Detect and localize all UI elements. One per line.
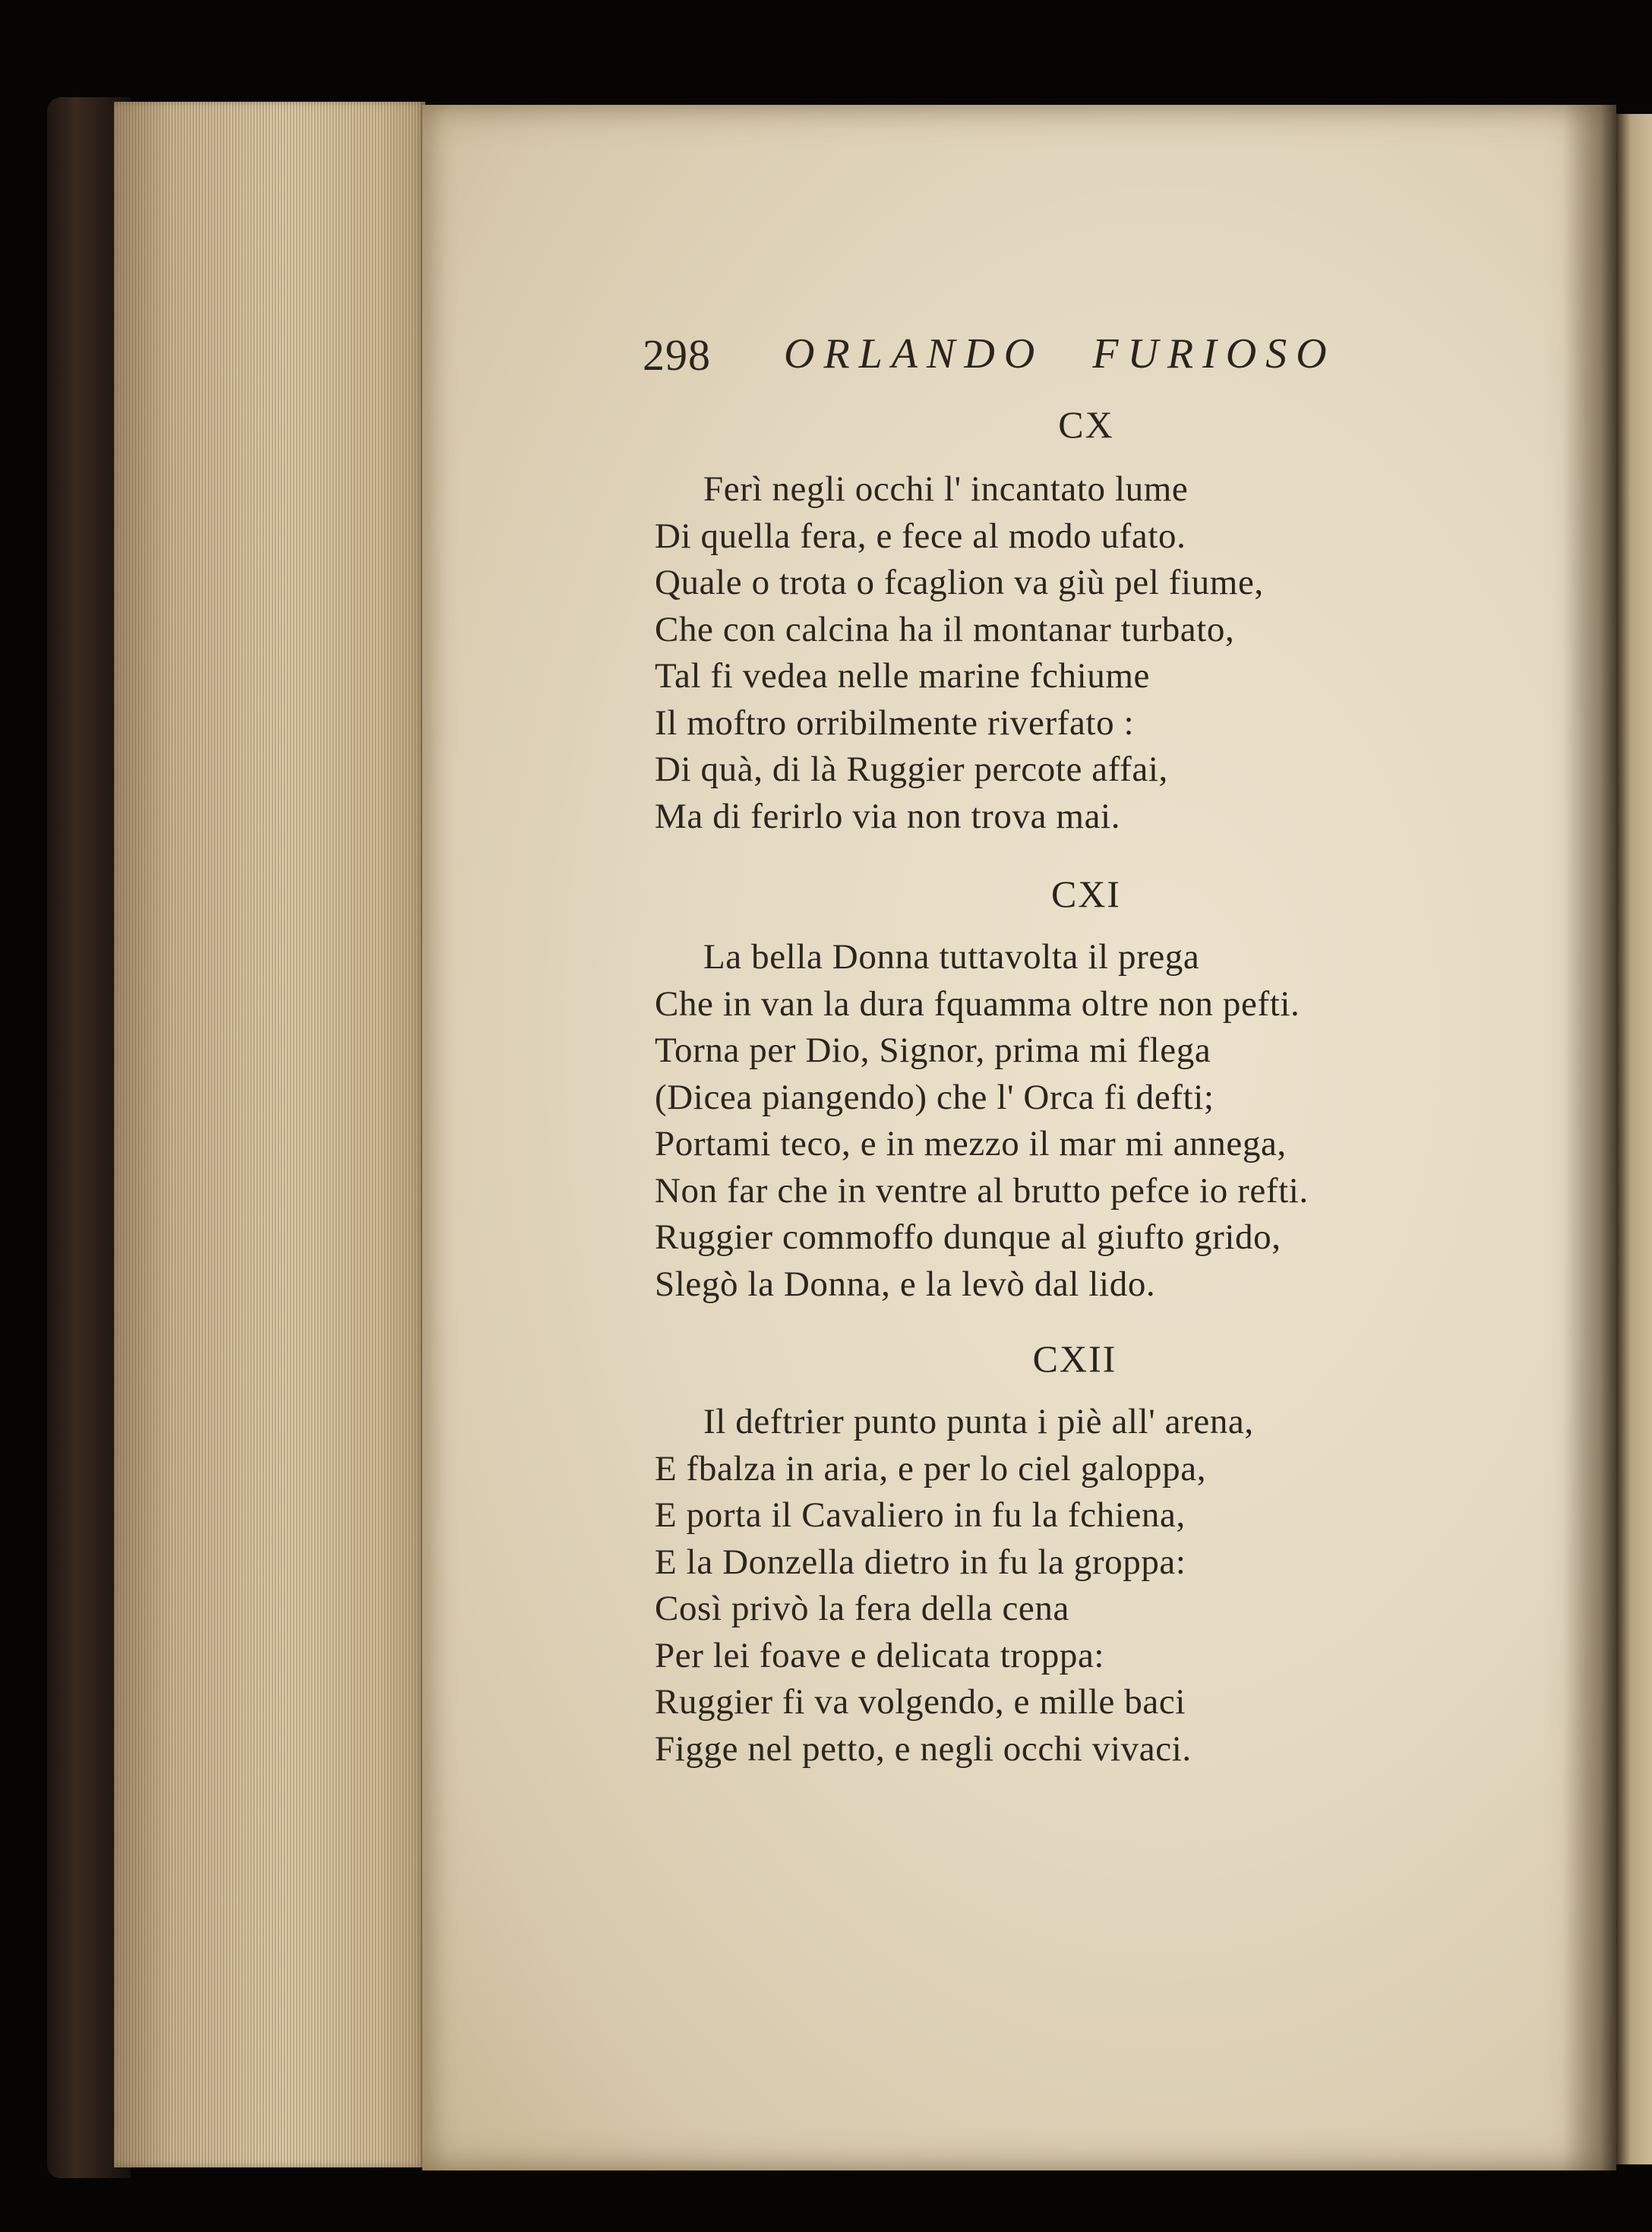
- verse-line: Ruggier fi va volgendo, e mille baci: [655, 1682, 1186, 1722]
- running-title: ORLANDO FURIOSO: [784, 330, 1336, 377]
- verse-line: La bella Donna tuttavolta il prega: [703, 937, 1200, 977]
- verse-line: Che con calcina ha il montanar turbato,: [655, 609, 1235, 649]
- verse-line: Figge nel petto, e negli occhi vivaci.: [655, 1728, 1192, 1769]
- verse-line: (Dicea piangendo) che l' Orca fi defti;: [655, 1077, 1215, 1117]
- page-edges: [114, 102, 425, 2167]
- stanza-number: CXII: [1032, 1337, 1117, 1380]
- verse-line: Portami teco, e in mezzo il mar mi annega,: [655, 1124, 1287, 1163]
- gutter-shadow: [1563, 105, 1616, 2170]
- verse-line: Ruggier commoffo dunque al giufto grido,: [655, 1217, 1281, 1257]
- running-head: [643, 330, 1432, 390]
- verse-line: Ma di ferirlo via non trova mai.: [655, 796, 1121, 836]
- page-number: 298: [643, 330, 711, 380]
- verse-line: Non far che in ventre al brutto pefce io refti.: [655, 1170, 1309, 1211]
- verse-line: Ferì negli occhi l' incantato lume: [703, 469, 1189, 509]
- verse-line: Di quella fera, e fece al modo ufato.: [655, 516, 1186, 556]
- verse-line: E porta il Cavaliero in fu la fchiena,: [655, 1495, 1186, 1535]
- verse-line: Tal fi vedea nelle marine fchiume: [655, 656, 1151, 696]
- verse-line: E fbalza in aria, e per lo ciel galoppa,: [655, 1448, 1207, 1489]
- verse-line: Il moftro orribilmente riverfato :: [655, 702, 1135, 743]
- verse-line: Che in van la dura fquamma oltre non pefti.: [655, 983, 1300, 1024]
- stanza-number: CXI: [1050, 873, 1122, 915]
- verse-line: Così privò la fera della cena: [655, 1589, 1069, 1628]
- verse-line: Quale o trota o fcaglion va giù pel fiume,: [655, 563, 1264, 602]
- verse-line: Per lei foave e delicata troppa:: [655, 1635, 1105, 1675]
- verse-line: Slegò la Donna, e la levò dal lido.: [655, 1264, 1156, 1304]
- verse-line: Il deftrier punto punta i piè all' arena,: [703, 1402, 1254, 1441]
- stanza-number: CX: [1058, 403, 1114, 446]
- facing-page-edge: [1616, 114, 1652, 2164]
- stanza: [655, 466, 1513, 840]
- verse-line: E la Donzella dietro in fu la groppa:: [655, 1542, 1186, 1582]
- verse-line: Di quà, di là Ruggier percote affai,: [655, 750, 1168, 789]
- stanza: [655, 934, 1513, 1308]
- stanza: [655, 1399, 1513, 1773]
- verse-line: Torna per Dio, Signor, prima mi flega: [655, 1031, 1211, 1070]
